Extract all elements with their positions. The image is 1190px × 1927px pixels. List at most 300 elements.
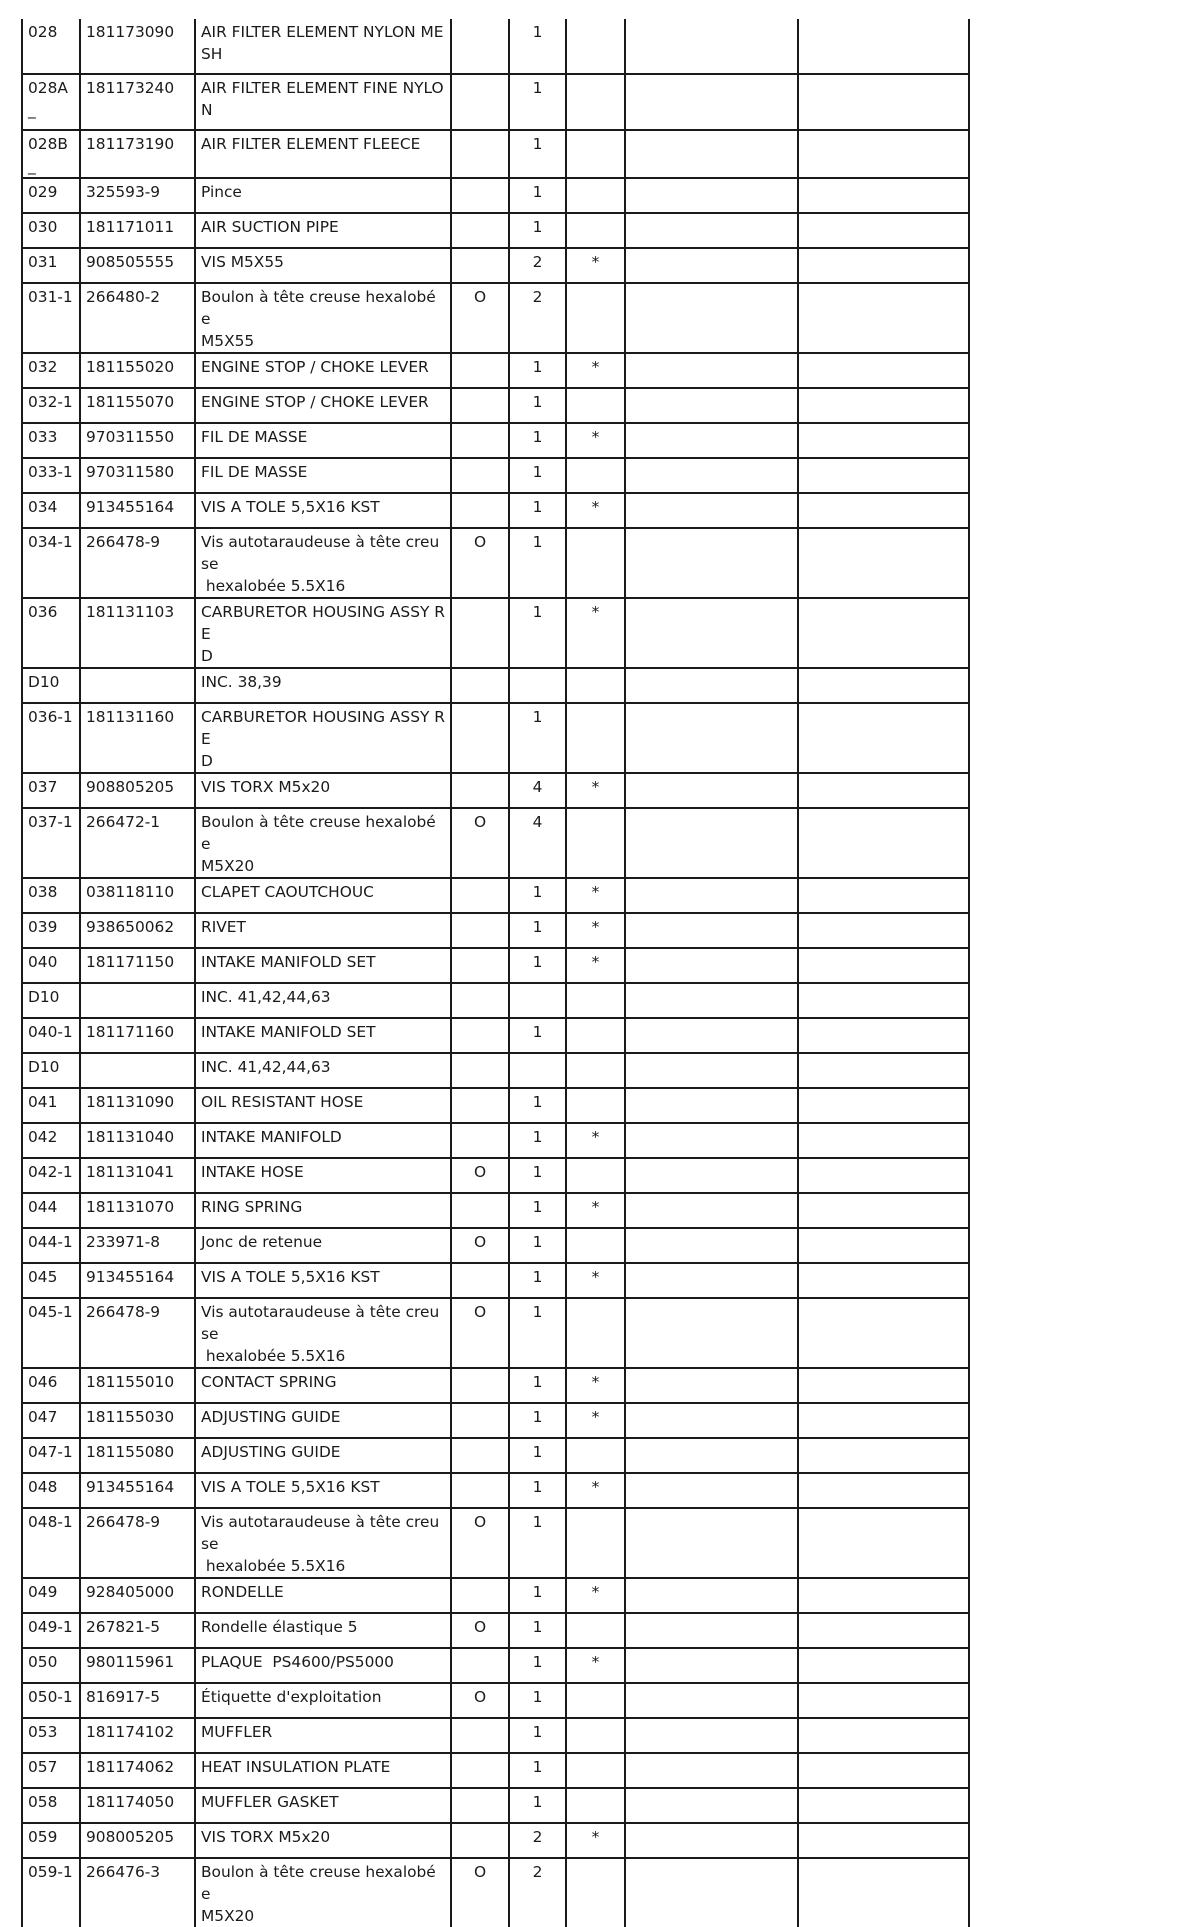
- ref-number-cell: 044-1: [22, 1228, 80, 1263]
- quantity-cell: 1: [509, 353, 566, 388]
- empty-cell: [798, 1403, 969, 1438]
- ref-number-cell: 029: [22, 178, 80, 213]
- empty-cell: [625, 388, 798, 423]
- table-row: [22, 1753, 969, 1788]
- quantity-cell: 1: [509, 1438, 566, 1473]
- part-number-cell: 181155020: [80, 353, 195, 388]
- description-cell: RONDELLE: [195, 1578, 451, 1613]
- part-number-cell: 266480-2: [80, 283, 195, 353]
- table-row: [22, 1473, 969, 1508]
- description-cell: MUFFLER: [195, 1718, 451, 1753]
- part-number-cell: 267821-5: [80, 1613, 195, 1648]
- empty-cell: [798, 248, 969, 283]
- ref-number-cell: 050: [22, 1648, 80, 1683]
- option-flag-cell: [451, 423, 509, 458]
- ref-number-cell: 040: [22, 948, 80, 983]
- replaced-marker-cell: [566, 1018, 625, 1053]
- option-flag-cell: [451, 878, 509, 913]
- replaced-marker-cell: *: [566, 493, 625, 528]
- table-row: [22, 1858, 969, 1927]
- ref-number-cell: 048: [22, 1473, 80, 1508]
- quantity-cell: 2: [509, 248, 566, 283]
- description-cell: FIL DE MASSE: [195, 458, 451, 493]
- replaced-marker-cell: [566, 1508, 625, 1578]
- empty-cell: [625, 1613, 798, 1648]
- empty-cell: [798, 598, 969, 668]
- replaced-marker-cell: *: [566, 248, 625, 283]
- option-flag-cell: O: [451, 528, 509, 598]
- table-row: [22, 1158, 969, 1193]
- option-flag-cell: O: [451, 1158, 509, 1193]
- table-row: [22, 668, 969, 703]
- quantity-cell: 1: [509, 703, 566, 773]
- part-number-cell: 181173240: [80, 74, 195, 130]
- empty-cell: [798, 353, 969, 388]
- option-flag-cell: [451, 1053, 509, 1088]
- replaced-marker-cell: [566, 1053, 625, 1088]
- ref-number-cell: D10: [22, 983, 80, 1018]
- quantity-cell: 1: [509, 878, 566, 913]
- empty-cell: [798, 1473, 969, 1508]
- ref-number-cell: 045: [22, 1263, 80, 1298]
- replaced-marker-cell: *: [566, 423, 625, 458]
- part-number-cell: 181174050: [80, 1788, 195, 1823]
- quantity-cell: 1: [509, 1648, 566, 1683]
- quantity-cell: 1: [509, 1228, 566, 1263]
- empty-cell: [798, 1788, 969, 1823]
- table-row: [22, 948, 969, 983]
- replaced-marker-cell: *: [566, 1368, 625, 1403]
- part-number-cell: 913455164: [80, 1473, 195, 1508]
- table-row: [22, 283, 969, 353]
- quantity-cell: 1: [509, 948, 566, 983]
- description-cell: VIS A TOLE 5,5X16 KST: [195, 1263, 451, 1298]
- ref-number-cell: 047: [22, 1403, 80, 1438]
- empty-cell: [625, 1088, 798, 1123]
- part-number-cell: 181174102: [80, 1718, 195, 1753]
- description-cell: HEAT INSULATION PLATE: [195, 1753, 451, 1788]
- empty-cell: [798, 913, 969, 948]
- part-number-cell: [80, 1053, 195, 1088]
- option-flag-cell: O: [451, 1858, 509, 1927]
- ref-number-cell: 036: [22, 598, 80, 668]
- empty-cell: [798, 528, 969, 598]
- description-cell: AIR FILTER ELEMENT FINE NYLO N: [195, 74, 451, 130]
- empty-cell: [798, 773, 969, 808]
- empty-cell: [798, 878, 969, 913]
- table-row: [22, 178, 969, 213]
- empty-cell: [798, 1823, 969, 1858]
- table-row: [22, 458, 969, 493]
- part-number-cell: 816917-5: [80, 1683, 195, 1718]
- replaced-marker-cell: [566, 808, 625, 878]
- empty-cell: [625, 1578, 798, 1613]
- description-cell: ADJUSTING GUIDE: [195, 1403, 451, 1438]
- replaced-marker-cell: [566, 1298, 625, 1368]
- description-cell: Jonc de retenue: [195, 1228, 451, 1263]
- quantity-cell: 2: [509, 1823, 566, 1858]
- option-flag-cell: [451, 598, 509, 668]
- quantity-cell: 1: [509, 1403, 566, 1438]
- empty-cell: [625, 458, 798, 493]
- option-flag-cell: [451, 19, 509, 74]
- description-cell: CARBURETOR HOUSING ASSY RE D: [195, 598, 451, 668]
- description-cell: OIL RESISTANT HOSE: [195, 1088, 451, 1123]
- quantity-cell: [509, 668, 566, 703]
- empty-cell: [798, 1508, 969, 1578]
- table-row: [22, 1088, 969, 1123]
- option-flag-cell: [451, 1088, 509, 1123]
- empty-cell: [798, 1158, 969, 1193]
- description-cell: VIS TORX M5x20: [195, 1823, 451, 1858]
- ref-number-cell: 031-1: [22, 283, 80, 353]
- empty-cell: [798, 423, 969, 458]
- table-row: [22, 1228, 969, 1263]
- table-row: [22, 1018, 969, 1053]
- table-row: [22, 703, 969, 773]
- ref-number-cell: 041: [22, 1088, 80, 1123]
- empty-cell: [798, 703, 969, 773]
- empty-cell: [798, 1753, 969, 1788]
- part-number-cell: 908505555: [80, 248, 195, 283]
- empty-cell: [798, 1298, 969, 1368]
- replaced-marker-cell: *: [566, 1823, 625, 1858]
- description-cell: Étiquette d'exploitation: [195, 1683, 451, 1718]
- replaced-marker-cell: *: [566, 878, 625, 913]
- replaced-marker-cell: *: [566, 1123, 625, 1158]
- option-flag-cell: [451, 1718, 509, 1753]
- table-row: [22, 528, 969, 598]
- empty-cell: [625, 1228, 798, 1263]
- ref-number-cell: 034: [22, 493, 80, 528]
- replaced-marker-cell: *: [566, 598, 625, 668]
- ref-number-cell: D10: [22, 1053, 80, 1088]
- option-flag-cell: [451, 703, 509, 773]
- empty-cell: [625, 1158, 798, 1193]
- replaced-marker-cell: [566, 1158, 625, 1193]
- quantity-cell: 4: [509, 808, 566, 878]
- empty-cell: [798, 178, 969, 213]
- description-cell: Boulon à tête creuse hexalobée M5X20: [195, 808, 451, 878]
- quantity-cell: 1: [509, 1718, 566, 1753]
- quantity-cell: 1: [509, 178, 566, 213]
- empty-cell: [625, 178, 798, 213]
- ref-number-cell: 049: [22, 1578, 80, 1613]
- empty-cell: [625, 353, 798, 388]
- empty-cell: [625, 283, 798, 353]
- part-number-cell: 913455164: [80, 493, 195, 528]
- table-row: [22, 1298, 969, 1368]
- table-row: [22, 1788, 969, 1823]
- description-cell: AIR SUCTION PIPE: [195, 213, 451, 248]
- option-flag-cell: [451, 913, 509, 948]
- ref-number-cell: 050-1: [22, 1683, 80, 1718]
- empty-cell: [625, 948, 798, 983]
- ref-number-cell: 030: [22, 213, 80, 248]
- replaced-marker-cell: [566, 703, 625, 773]
- option-flag-cell: [451, 353, 509, 388]
- ref-number-cell: 036-1: [22, 703, 80, 773]
- replaced-marker-cell: *: [566, 913, 625, 948]
- empty-cell: [625, 1648, 798, 1683]
- replaced-marker-cell: [566, 19, 625, 74]
- table-row: [22, 983, 969, 1018]
- option-flag-cell: [451, 948, 509, 983]
- part-number-cell: 325593-9: [80, 178, 195, 213]
- description-cell: VIS M5X55: [195, 248, 451, 283]
- replaced-marker-cell: [566, 213, 625, 248]
- option-flag-cell: [451, 1193, 509, 1228]
- empty-cell: [625, 1823, 798, 1858]
- part-number-cell: 181131040: [80, 1123, 195, 1158]
- option-flag-cell: O: [451, 1613, 509, 1648]
- ref-number-cell: 034-1: [22, 528, 80, 598]
- empty-cell: [798, 1123, 969, 1158]
- empty-cell: [625, 1753, 798, 1788]
- part-number-cell: 181174062: [80, 1753, 195, 1788]
- table-row: [22, 388, 969, 423]
- table-row: [22, 1263, 969, 1298]
- empty-cell: [625, 878, 798, 913]
- empty-cell: [798, 213, 969, 248]
- quantity-cell: 2: [509, 1858, 566, 1927]
- option-flag-cell: [451, 668, 509, 703]
- empty-cell: [625, 1298, 798, 1368]
- table-row: [22, 423, 969, 458]
- empty-cell: [625, 598, 798, 668]
- empty-cell: [625, 913, 798, 948]
- table-row: [22, 74, 969, 130]
- description-cell: CONTACT SPRING: [195, 1368, 451, 1403]
- empty-cell: [798, 1088, 969, 1123]
- empty-cell: [798, 1053, 969, 1088]
- empty-cell: [798, 1368, 969, 1403]
- description-cell: Vis autotaraudeuse à tête creuse hexalobée 5.5X16: [195, 528, 451, 598]
- ref-number-cell: 037-1: [22, 808, 80, 878]
- table-row: [22, 1053, 969, 1088]
- replaced-marker-cell: *: [566, 1403, 625, 1438]
- option-flag-cell: [451, 1753, 509, 1788]
- description-cell: Vis autotaraudeuse à tête creuse hexalobée 5.5X16: [195, 1298, 451, 1368]
- empty-cell: [798, 948, 969, 983]
- ref-number-cell: 047-1: [22, 1438, 80, 1473]
- ref-number-cell: 028B_: [22, 130, 80, 178]
- ref-number-cell: 059-1: [22, 1858, 80, 1927]
- description-cell: INTAKE MANIFOLD: [195, 1123, 451, 1158]
- empty-cell: [798, 74, 969, 130]
- replaced-marker-cell: [566, 1753, 625, 1788]
- quantity-cell: 1: [509, 19, 566, 74]
- ref-number-cell: 042: [22, 1123, 80, 1158]
- part-number-cell: 181131041: [80, 1158, 195, 1193]
- part-number-cell: 181131070: [80, 1193, 195, 1228]
- table-row: [22, 353, 969, 388]
- option-flag-cell: O: [451, 283, 509, 353]
- part-number-cell: 266478-9: [80, 528, 195, 598]
- part-number-cell: 181171150: [80, 948, 195, 983]
- description-cell: ENGINE STOP / CHOKE LEVER: [195, 388, 451, 423]
- quantity-cell: 1: [509, 1263, 566, 1298]
- replaced-marker-cell: [566, 458, 625, 493]
- table-row: [22, 808, 969, 878]
- quantity-cell: 1: [509, 388, 566, 423]
- empty-cell: [625, 1403, 798, 1438]
- empty-cell: [798, 808, 969, 878]
- replaced-marker-cell: *: [566, 1578, 625, 1613]
- quantity-cell: 4: [509, 773, 566, 808]
- quantity-cell: 1: [509, 423, 566, 458]
- empty-cell: [625, 983, 798, 1018]
- quantity-cell: 1: [509, 493, 566, 528]
- empty-cell: [798, 1858, 969, 1927]
- option-flag-cell: O: [451, 808, 509, 878]
- empty-cell: [798, 1718, 969, 1753]
- part-number-cell: 181155070: [80, 388, 195, 423]
- quantity-cell: 1: [509, 913, 566, 948]
- parts-table-body: [22, 19, 969, 1927]
- part-number-cell: 181171160: [80, 1018, 195, 1053]
- empty-cell: [798, 130, 969, 178]
- empty-cell: [625, 213, 798, 248]
- quantity-cell: 1: [509, 1613, 566, 1648]
- replaced-marker-cell: [566, 1088, 625, 1123]
- option-flag-cell: [451, 388, 509, 423]
- quantity-cell: 1: [509, 1123, 566, 1158]
- option-flag-cell: [451, 493, 509, 528]
- parts-table: [21, 19, 970, 1927]
- table-row: [22, 1508, 969, 1578]
- option-flag-cell: [451, 74, 509, 130]
- option-flag-cell: O: [451, 1683, 509, 1718]
- description-cell: Pince: [195, 178, 451, 213]
- ref-number-cell: 040-1: [22, 1018, 80, 1053]
- empty-cell: [625, 1263, 798, 1298]
- part-number-cell: [80, 983, 195, 1018]
- option-flag-cell: [451, 130, 509, 178]
- empty-cell: [798, 1228, 969, 1263]
- replaced-marker-cell: [566, 388, 625, 423]
- empty-cell: [625, 1508, 798, 1578]
- empty-cell: [625, 19, 798, 74]
- description-cell: Boulon à tête creuse hexalobée M5X55: [195, 283, 451, 353]
- description-cell: AIR FILTER ELEMENT NYLON ME SH: [195, 19, 451, 74]
- table-row: [22, 1823, 969, 1858]
- option-flag-cell: [451, 1473, 509, 1508]
- empty-cell: [625, 808, 798, 878]
- replaced-marker-cell: [566, 1858, 625, 1927]
- option-flag-cell: [451, 213, 509, 248]
- replaced-marker-cell: *: [566, 1648, 625, 1683]
- part-number-cell: 970311550: [80, 423, 195, 458]
- part-number-cell: 181155010: [80, 1368, 195, 1403]
- part-number-cell: 266472-1: [80, 808, 195, 878]
- ref-number-cell: 049-1: [22, 1613, 80, 1648]
- table-row: [22, 248, 969, 283]
- description-cell: ADJUSTING GUIDE: [195, 1438, 451, 1473]
- replaced-marker-cell: [566, 1718, 625, 1753]
- empty-cell: [625, 493, 798, 528]
- table-row: [22, 773, 969, 808]
- description-cell: VIS TORX M5x20: [195, 773, 451, 808]
- quantity-cell: 1: [509, 1158, 566, 1193]
- replaced-marker-cell: *: [566, 773, 625, 808]
- quantity-cell: 1: [509, 598, 566, 668]
- empty-cell: [798, 1438, 969, 1473]
- empty-cell: [625, 423, 798, 458]
- ref-number-cell: 053: [22, 1718, 80, 1753]
- replaced-marker-cell: *: [566, 948, 625, 983]
- option-flag-cell: [451, 1403, 509, 1438]
- empty-cell: [798, 668, 969, 703]
- description-cell: VIS A TOLE 5,5X16 KST: [195, 1473, 451, 1508]
- table-row: [22, 1683, 969, 1718]
- part-number-cell: 038118110: [80, 878, 195, 913]
- quantity-cell: 1: [509, 458, 566, 493]
- part-number-cell: 928405000: [80, 1578, 195, 1613]
- replaced-marker-cell: [566, 1438, 625, 1473]
- option-flag-cell: [451, 1648, 509, 1683]
- description-cell: RING SPRING: [195, 1193, 451, 1228]
- empty-cell: [798, 1018, 969, 1053]
- empty-cell: [798, 1193, 969, 1228]
- empty-cell: [625, 528, 798, 598]
- quantity-cell: 1: [509, 1753, 566, 1788]
- ref-number-cell: 058: [22, 1788, 80, 1823]
- ref-number-cell: 039: [22, 913, 80, 948]
- option-flag-cell: [451, 983, 509, 1018]
- part-number-cell: 181131103: [80, 598, 195, 668]
- ref-number-cell: 057: [22, 1753, 80, 1788]
- empty-cell: [625, 1368, 798, 1403]
- replaced-marker-cell: [566, 983, 625, 1018]
- quantity-cell: 2: [509, 283, 566, 353]
- empty-cell: [625, 1193, 798, 1228]
- option-flag-cell: [451, 1788, 509, 1823]
- empty-cell: [798, 983, 969, 1018]
- table-row: [22, 598, 969, 668]
- replaced-marker-cell: [566, 1228, 625, 1263]
- quantity-cell: 1: [509, 1788, 566, 1823]
- replaced-marker-cell: [566, 1788, 625, 1823]
- description-cell: INC. 38,39: [195, 668, 451, 703]
- option-flag-cell: O: [451, 1298, 509, 1368]
- part-number-cell: 181155030: [80, 1403, 195, 1438]
- empty-cell: [625, 1683, 798, 1718]
- description-cell: CLAPET CAOUTCHOUC: [195, 878, 451, 913]
- part-number-cell: 181173190: [80, 130, 195, 178]
- part-number-cell: 908005205: [80, 1823, 195, 1858]
- table-row: [22, 1403, 969, 1438]
- empty-cell: [625, 773, 798, 808]
- option-flag-cell: [451, 178, 509, 213]
- option-flag-cell: [451, 1018, 509, 1053]
- quantity-cell: 1: [509, 1683, 566, 1718]
- ref-number-cell: 032: [22, 353, 80, 388]
- description-cell: Boulon à tête creuse hexalobée M5X20: [195, 1858, 451, 1927]
- part-number-cell: 181131090: [80, 1088, 195, 1123]
- replaced-marker-cell: [566, 668, 625, 703]
- table-row: [22, 213, 969, 248]
- empty-cell: [798, 493, 969, 528]
- part-number-cell: 181173090: [80, 19, 195, 74]
- option-flag-cell: [451, 1578, 509, 1613]
- option-flag-cell: O: [451, 1228, 509, 1263]
- option-flag-cell: [451, 458, 509, 493]
- part-number-cell: 913455164: [80, 1263, 195, 1298]
- quantity-cell: [509, 983, 566, 1018]
- replaced-marker-cell: *: [566, 353, 625, 388]
- quantity-cell: 1: [509, 1473, 566, 1508]
